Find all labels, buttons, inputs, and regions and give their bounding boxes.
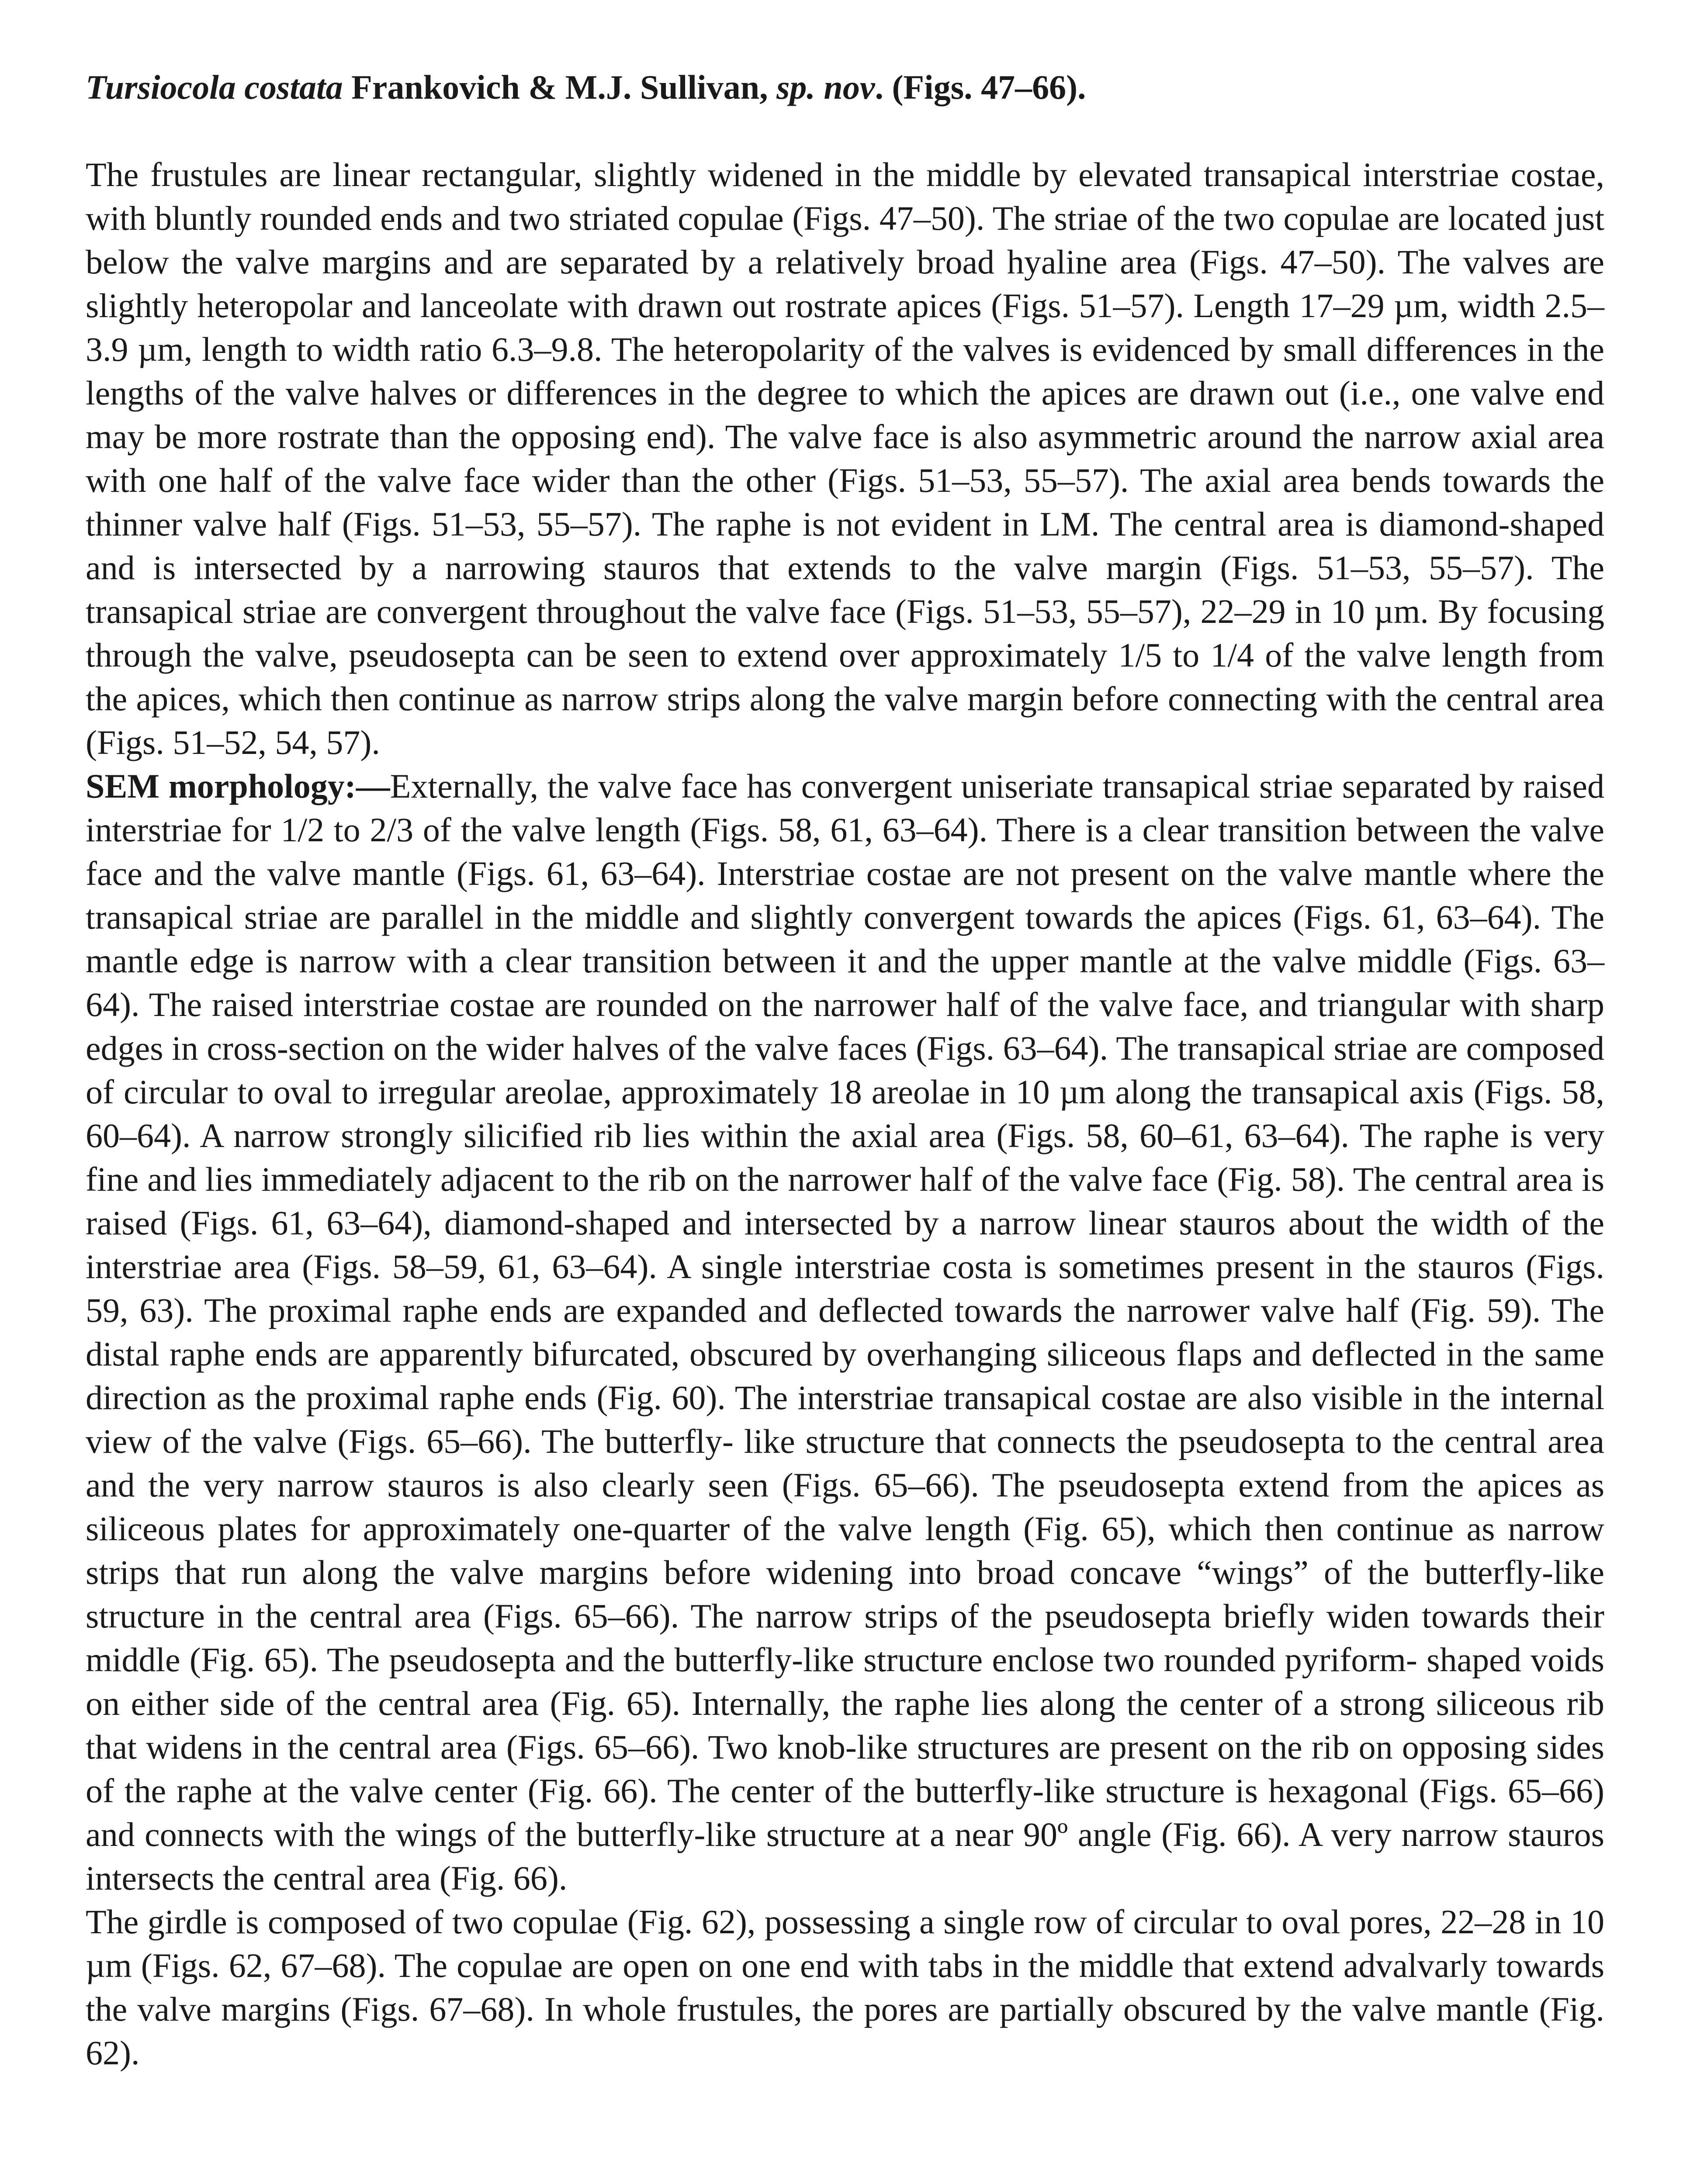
heading-spacer bbox=[86, 109, 1604, 153]
document-page bbox=[86, 66, 1604, 2075]
girdle-paragraph: The girdle is composed of two copulae (Fig. 62), possessing a single row of circular to oval pores, 22–28 in 10 µm (Figs. 62, 67–68). The copulae are open on one end with tabs in the middle that extend advalvarly towards the valve margins (Figs. 67–68). In whole frustules, the pores are partially obscured by the valve mantle (Fig. 62). bbox=[86, 1903, 1604, 2072]
lm-description-paragraph: The frustules are linear rectangular, slightly widened in the middle by elevated transapical interstriae costae, with bluntly rounded ends and two striated copulae (Figs. 47–50). The striae of the two copulae are located just below the valve margins and are separated by a relatively broad hyaline area (Figs. 47–50). The valves are slightly heteropolar and lanceolate with drawn out rostrate apices (Figs. 51–57). Length 17–29 µm, width 2.5–3.9 µm, length to width ratio 6.3–9.8. The heteropolarity of the valves is evidenced by small differences in the lengths of the valve halves or differences in the degree to which the apices are drawn out (i.e., one valve end may be more rostrate than the opposing end). The valve face is also asymmetric around the narrow axial area with one half of the valve face wider than the other (Figs. 51–53, 55–57). The axial area bends towards the thinner valve half (Figs. 51–53, 55–57). The raphe is not evident in LM. The central area is diamond-shaped and is intersected by a narrowing stauros that extends to the valve margin (Figs. 51–53, 55–57). The transapical striae are convergent throughout the valve face (Figs. 51–53, 55–57), 22–29 in 10 µm. By focusing through the valve, pseudosepta can be seen to extend over approximately 1/5 to 1/4 of the valve length from the apices, which then continue as narrow strips along the valve margin before connecting with the central area (Figs. 51–52, 54, 57). bbox=[86, 156, 1604, 761]
species-figure-refs: . (Figs. 47–66). bbox=[875, 68, 1086, 106]
species-heading bbox=[86, 66, 1604, 109]
sem-morphology-text: Externally, the valve face has convergent uniseriate transapical striae separated by raised interstriae for 1/2 to 2/3 of the valve length (Figs. 58, 61, 63–64). There is a clear transition between the valve face and the valve mantle (Figs. 61, 63–64). Interstriae costae are not present on the valve mantle where the transapical striae are parallel in the middle and slightly convergent towards the apices (Figs. 61, 63–64). The mantle edge is narrow with a clear transition between it and the upper mantle at the valve middle (Figs. 63–64). The raised interstriae costae are rounded on the narrower half of the valve face, and triangular with sharp edges in cross-section on the wider halves of the valve faces (Figs. 63–64). The transapical striae are composed of circular to oval to irregular areolae, approximately 18 areolae in 10 µm along the transapical axis (Figs. 58, 60–64). A narrow strongly silicified rib lies within the axial area (Figs. 58, 60–61, 63–64). The raphe is very fine and lies immediately adjacent to the rib on the narrower half of the valve face (Fig. 58). The central area is raised (Figs. 61, 63–64), diamond-shaped and intersected by a narrow linear stauros about the width of the interstriae area (Figs. 58–59, 61, 63–64). A single interstriae costa is sometimes present in the stauros (Figs. 59, 63). The proximal raphe ends are expanded and deflected towards the narrower valve half (Fig. 59). The distal raphe ends are apparently bifurcated, obscured by overhanging siliceous flaps and deflected in the same direction as the proximal raphe ends (Fig. 60). The interstriae transapical costae are also visible in the internal view of the valve (Figs. 65–66). The butterfly- like structure that connects the pseudosepta to the central area and the very narrow stauros is also clearly seen (Figs. 65–66). The pseudosepta extend from the apices as siliceous plates for approximately one-quarter of the valve length (Fig. 65), which then continue as narrow strips that run along the valve margins before widening into broad concave “wings” of the butterfly-like structure in the central area (Figs. 65–66). The narrow strips of the pseudosepta briefly widen towards their middle (Fig. 65). The pseudosepta and the butterfly-like structure enclose two rounded pyriform- shaped voids on either side of the central area (Fig. 65). Internally, the raphe lies along the center of a strong siliceous rib that widens in the central area (Figs. 65–66). Two knob-like structures are present on the rib on opposing sides of the raphe at the valve center (Fig. 66). The center of the butterfly-like structure is hexagonal (Figs. 65–66) and connects with the wings of the butterfly-like structure at a near 90º angle (Fig. 66). A very narrow stauros intersects the central area (Fig. 66). bbox=[86, 767, 1605, 1897]
sem-morphology-label: SEM morphology:— bbox=[86, 767, 390, 805]
species-name: Tursiocola costata bbox=[86, 68, 343, 106]
species-authors: Frankovich & M.J. Sullivan, bbox=[343, 68, 777, 106]
species-status: sp. nov bbox=[776, 68, 875, 106]
sem-morphology-paragraph bbox=[86, 764, 1604, 1900]
